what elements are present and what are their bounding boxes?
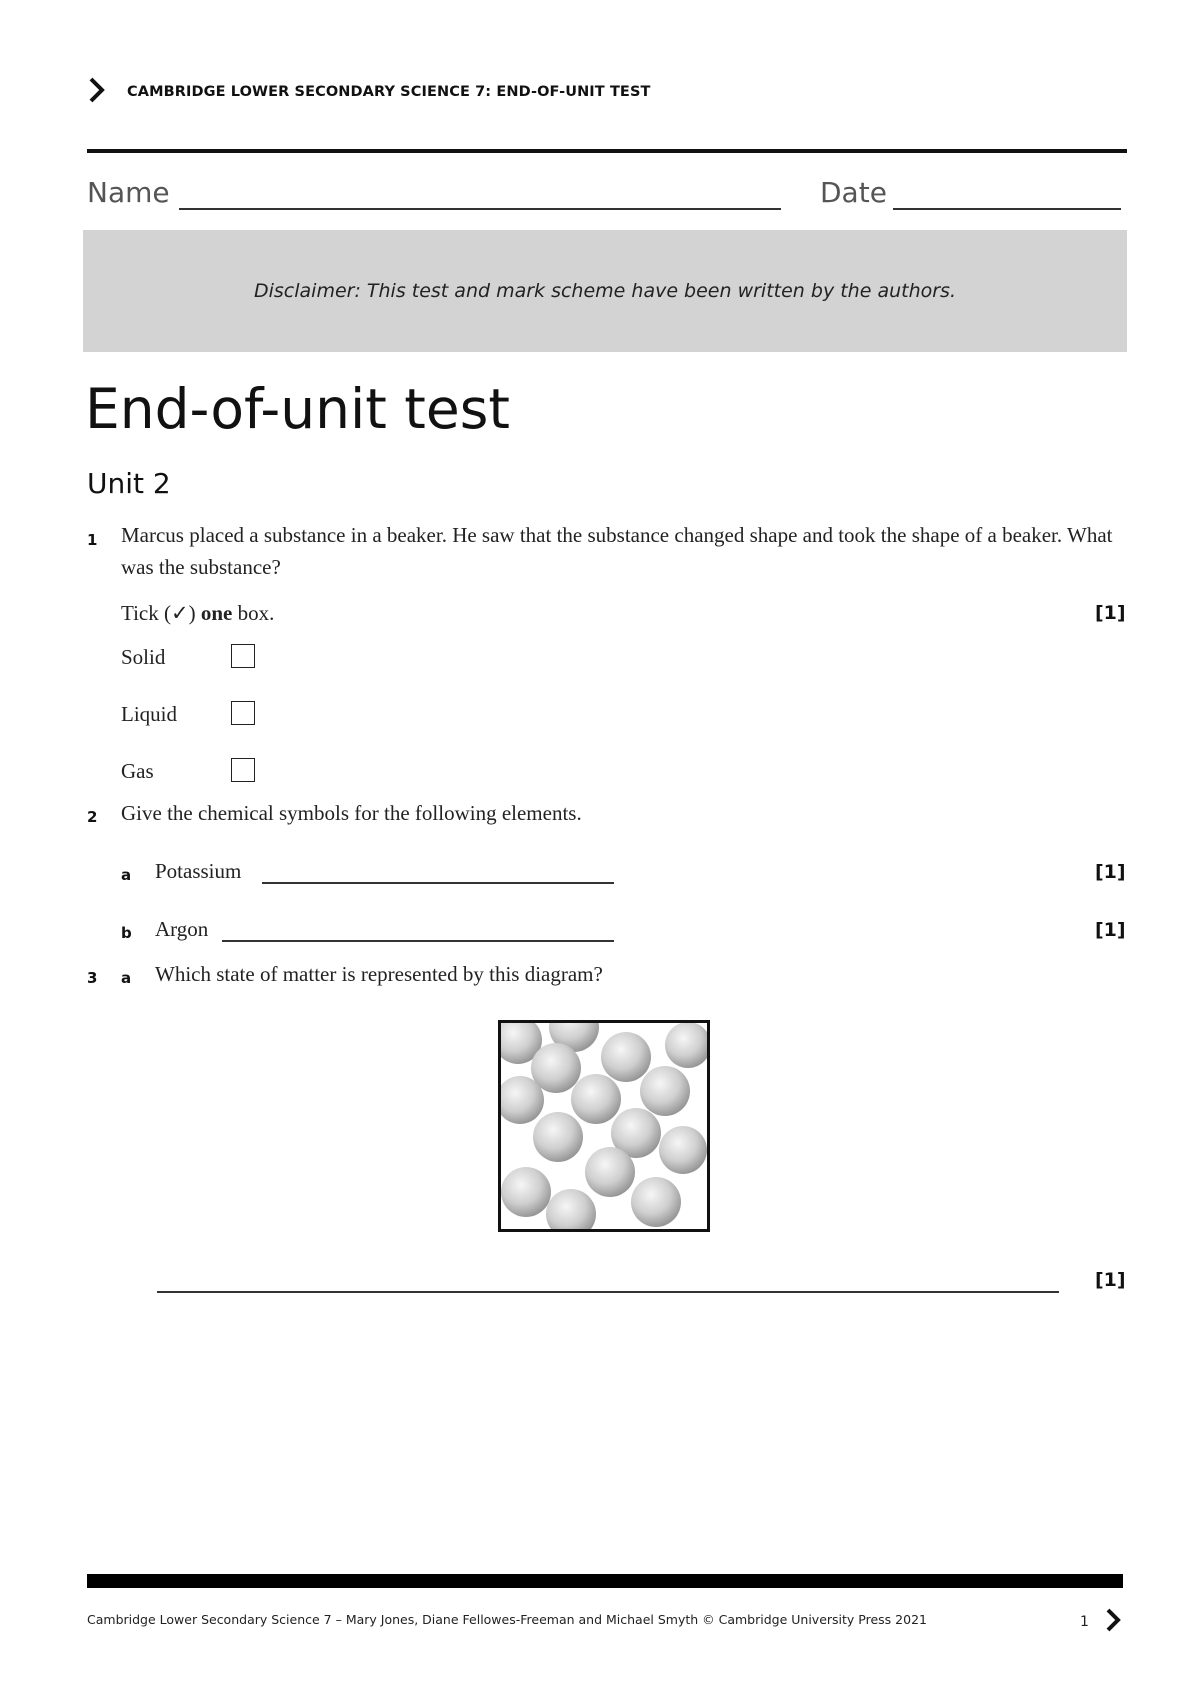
- page-title: End-of-unit test: [85, 377, 510, 441]
- question-3a-marks: [1]: [1095, 1269, 1126, 1291]
- part-b-marks: [1]: [1095, 919, 1126, 941]
- name-field[interactable]: [179, 208, 781, 210]
- particle: [546, 1189, 596, 1232]
- option-label-gas: Gas: [121, 759, 154, 783]
- disclaimer-box: [83, 230, 1127, 352]
- option-label-solid: Solid: [121, 645, 166, 669]
- question-1-instruction: Tick (✓) one box.: [121, 601, 275, 625]
- question-2-text: Give the chemical symbols for the following elements.: [121, 801, 582, 825]
- particle: [533, 1112, 583, 1162]
- checkbox-gas[interactable]: [231, 758, 255, 782]
- checkbox-solid[interactable]: [231, 644, 255, 668]
- question-number: 2: [87, 808, 98, 826]
- disclaimer-text: Disclaimer: This test and mark scheme have been written by the authors.: [254, 280, 956, 302]
- question-3-text: Which state of matter is represented by this diagram?: [155, 962, 603, 986]
- question-number: 1: [87, 531, 98, 549]
- part-b-label: Argon: [155, 917, 209, 941]
- part-a-label: Potassium: [155, 859, 242, 883]
- question-1-text: Marcus placed a substance in a beaker. He saw that the substance changed shape and took the shape of a beaker. What was the substance?: [121, 523, 1113, 579]
- page-number: 1: [1080, 1614, 1089, 1630]
- chevron-right-icon: [86, 76, 108, 104]
- part-a-marks: [1]: [1095, 861, 1126, 883]
- header-divider: [87, 149, 1127, 153]
- particle: [640, 1066, 690, 1116]
- date-label: Date: [820, 176, 887, 209]
- particle: [501, 1167, 551, 1217]
- particle: [659, 1126, 707, 1174]
- option-label-liquid: Liquid: [121, 702, 177, 726]
- question-1-marks: [1]: [1095, 602, 1126, 624]
- checkbox-liquid[interactable]: [231, 701, 255, 725]
- question-3a-answer-field[interactable]: [157, 1291, 1059, 1293]
- part-letter: b: [121, 924, 132, 942]
- particle: [631, 1177, 681, 1227]
- footer-text: Cambridge Lower Secondary Science 7 – Mary Jones, Diane Fellowes-Freeman and Michael Smyth © Cambridge University Press 2021: [87, 1612, 927, 1627]
- part-letter: a: [121, 969, 132, 987]
- header-title: CAMBRIDGE LOWER SECONDARY SCIENCE 7: END-OF-UNIT TEST: [127, 84, 651, 100]
- argon-answer-field[interactable]: [222, 940, 614, 942]
- tick-icon: ✓: [171, 601, 189, 625]
- chevron-right-icon[interactable]: [1104, 1607, 1124, 1633]
- part-letter: a: [121, 866, 132, 884]
- name-label: Name: [87, 176, 170, 209]
- particle: [585, 1147, 635, 1197]
- particle-diagram: [498, 1020, 710, 1232]
- footer-divider: [87, 1574, 1123, 1588]
- name-date-row: [87, 176, 1127, 216]
- question-number: 3: [87, 969, 98, 987]
- particle: [571, 1074, 621, 1124]
- particle: [601, 1032, 651, 1082]
- particle: [498, 1076, 544, 1124]
- particle: [665, 1022, 710, 1068]
- unit-title: Unit 2: [87, 467, 171, 500]
- potassium-answer-field[interactable]: [262, 882, 614, 884]
- date-field[interactable]: [893, 208, 1121, 210]
